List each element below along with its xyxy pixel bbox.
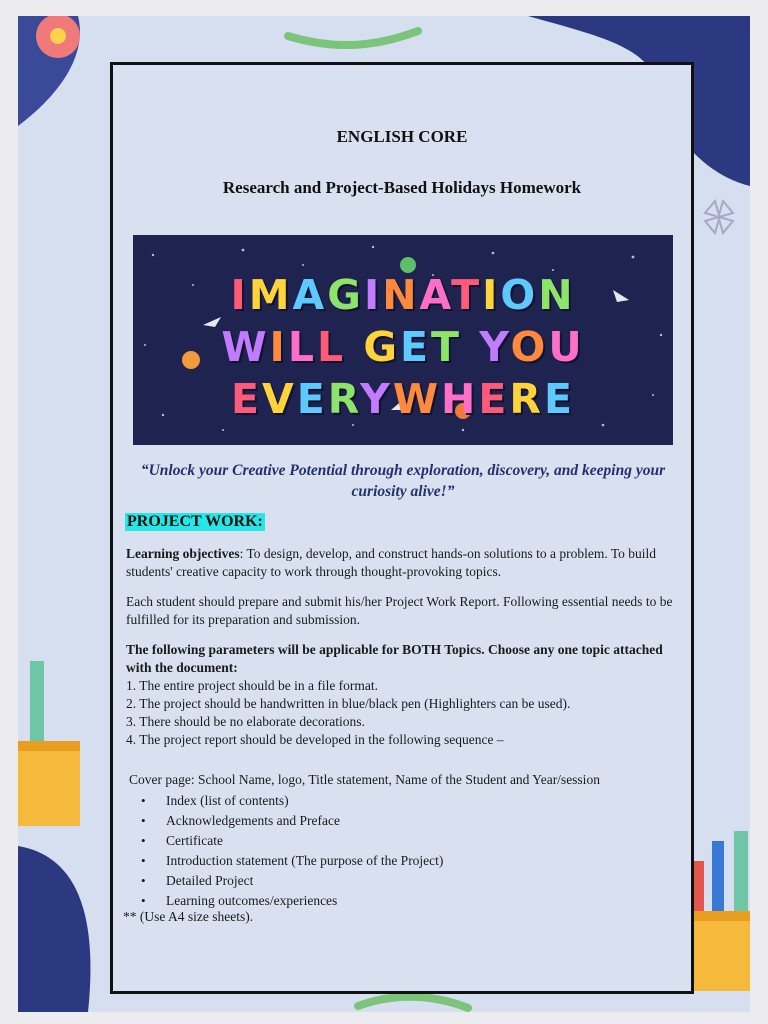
pencil-cup-right [686,911,750,991]
banner-letter: R [509,375,544,423]
pencil-right-green [734,831,748,911]
banner-letter: V [262,375,297,423]
list-item: • Certificate [141,831,443,851]
bullet-icon: • [141,813,146,828]
pencil-right-blue [712,841,724,911]
banner-letter: E [478,375,510,423]
section-heading: PROJECT WORK: [127,513,263,530]
green-curve-bottom [358,997,468,1008]
banner-letter: T [431,323,463,371]
document-page [18,16,750,1012]
list-item: • Acknowledgements and Preface [141,811,443,831]
list-item: • Learning outcomes/experiences [141,891,443,911]
cover-page-line: Cover page: School Name, logo, Title statement, Name of the Student and Year/session [129,772,600,787]
green-curve-top [288,31,418,45]
banner-letter: O [510,323,549,371]
parameter-item: 3. There should be no elaborate decorations. [126,714,365,729]
banner-letter: H [441,375,479,423]
banner-letter: T [451,271,483,319]
banner-letter: N [382,271,420,319]
banner-letter: E [296,375,328,423]
bullet-icon: • [141,873,146,888]
pencil-right-red [694,861,704,911]
banner-letter: Y [479,323,511,371]
list-item: • Detailed Project [141,871,443,891]
banner-letter: I [482,271,501,319]
banner-letter: E [400,323,432,371]
pencil-left [30,661,44,741]
learning-objectives-label: Learning objectives [126,546,240,561]
banner-letter: L [287,323,317,371]
bullet-icon: • [141,853,146,868]
learning-objectives [126,545,686,581]
banner-letter: R [327,375,361,423]
banner-letter: O [500,271,539,319]
motivational-quote: “Unlock your Creative Potential through exploration, discovery, and keeping your curiosity alive!” [140,462,666,500]
banner-letter: W [392,375,442,423]
banner-letter: G [327,271,364,319]
pencil-cup-left [18,741,80,826]
page-subtitle: Research and Project-Based Holidays Homework [222,178,582,197]
sequence-list [141,791,443,911]
banner-letter: W [221,323,270,371]
banner-letter: I [269,323,288,371]
banner-letter: Y [360,375,393,423]
parameters-block [126,641,686,749]
learning-objectives-text: : To design, develop, and construct hands-on solutions to a problem. To build students' creative capacity to work through thought-provoking topics. [126,546,657,579]
banner-letter: I [230,271,249,319]
list-item: • Introduction statement (The purpose of the Project) [141,851,443,871]
banner-line-2 [133,323,673,371]
document-frame [110,62,694,994]
report-instruction: Each student should prepare and submit his/her Project Work Report. Following essential needs to be fulfilled for its preparation and submission. [126,594,673,627]
banner-letter: E [231,375,263,423]
banner-letter: A [292,271,328,319]
banner-letter: U [548,323,585,371]
banner-letter: A [419,271,452,319]
banner-letter: N [538,271,576,319]
rocket-icon [203,317,221,327]
flower-outline-icon [705,201,733,233]
bullet-icon: • [141,793,146,808]
banner-letter: E [543,375,575,423]
parameter-item: 1. The entire project should be in a file format. [126,678,379,693]
footnote: ** (Use A4 size sheets). [123,909,254,924]
banner-line-3 [133,375,673,423]
banner-letter: L [316,323,347,371]
bullet-icon: • [141,833,146,848]
page-title: ENGLISH CORE [336,127,468,146]
bullet-icon: • [141,893,146,908]
banner-letter: I [363,271,383,319]
navy-blob-bottom-left [18,846,90,1012]
banner-letter: G [363,323,401,371]
imagination-banner [133,235,673,445]
parameter-item: 4. The project report should be developed in the following sequence – [126,732,504,747]
banner-letter [462,323,479,371]
list-item: • Index (list of contents) [141,791,443,811]
banner-line-1 [133,271,673,319]
parameter-item: 2. The project should be handwritten in blue/black pen (Highlighters can be used). [126,696,571,711]
banner-letter: M [248,271,293,319]
parameters-heading: The following parameters will be applicable for BOTH Topics. Choose any one topic attached with the document: [126,642,663,675]
banner-letter [346,323,363,371]
